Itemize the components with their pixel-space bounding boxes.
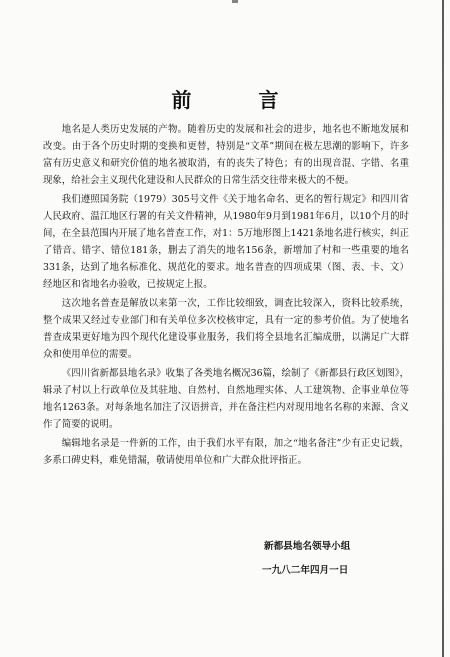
paragraph-3: 这次地名普查是解放以来第一次，工作比较细致，调查比较深入，资料比较系统，整个成果又经过专业部门和有关单位多次校核审定，具有一定的参考价值。为了使地名普查成果更好地为四个现代化建设事业服务，我们将全县地名汇编成册，以满足广大群众和使用单位的需要。 <box>43 298 409 360</box>
paragraph-4: 《四川省新都县地名录》收集了各类地名概况36篇，绘制了《新都县行政区划图》，辑录了村以上行政单位及其驻地、自然村、自然地理实体、人工建筑物、企事业单位等地名1263条。对每条地名加注了汉语拼音，并在备注栏内对现用地名名称的来源、含义作了简要的说明。 <box>43 368 409 430</box>
signature-date: 一九八二年四月一日 <box>262 565 349 576</box>
paragraph-2: 我们遵照国务院（1979）305号文件《关于地名命名、更名的暂行规定》和四川省人民政府、温江地区行署的有关文件精神，从1980年9月到1981年6月，以10个月的时间，在全县范围内开展了地名普查工作，对1：5万地形图上1421条地名进行核实，纠正了错音、错字、错位181条，删去了消失的地名156条，新增加了村和一些重要的地名331条，达到了地名标准化、规范化的要求。地名普查的四项成果（图、表、卡、文）经地区和省地名办验收，已按规定上报。 <box>43 194 409 290</box>
page-title: 前 言 <box>171 88 309 112</box>
paragraph-1: 地名是人类历史发展的产物。随着历史的发展和社会的进步，地名也不断地发展和改变。由于各个历史时期的变换和更替，特别是“文革”期间在极左思潮的影响下，许多富有历史意义和研究价值的地名被取消，有的丧失了特色；有的出现音混、字错、名重现象，给社会主义现代化建设和人民群众的日常生活交往带来极大的不便。 <box>43 124 409 186</box>
scan-speck <box>232 0 238 3</box>
preface-body <box>43 121 409 471</box>
signature-organization: 新都县地名领导小组 <box>264 541 351 552</box>
paragraph-5: 编辑地名录是一件新的工作，由于我们水平有限，加之“地名备注”少有正史记载，多系口碑史料，难免错漏，敬请使用单位和广大群众批评指正。 <box>43 438 409 466</box>
